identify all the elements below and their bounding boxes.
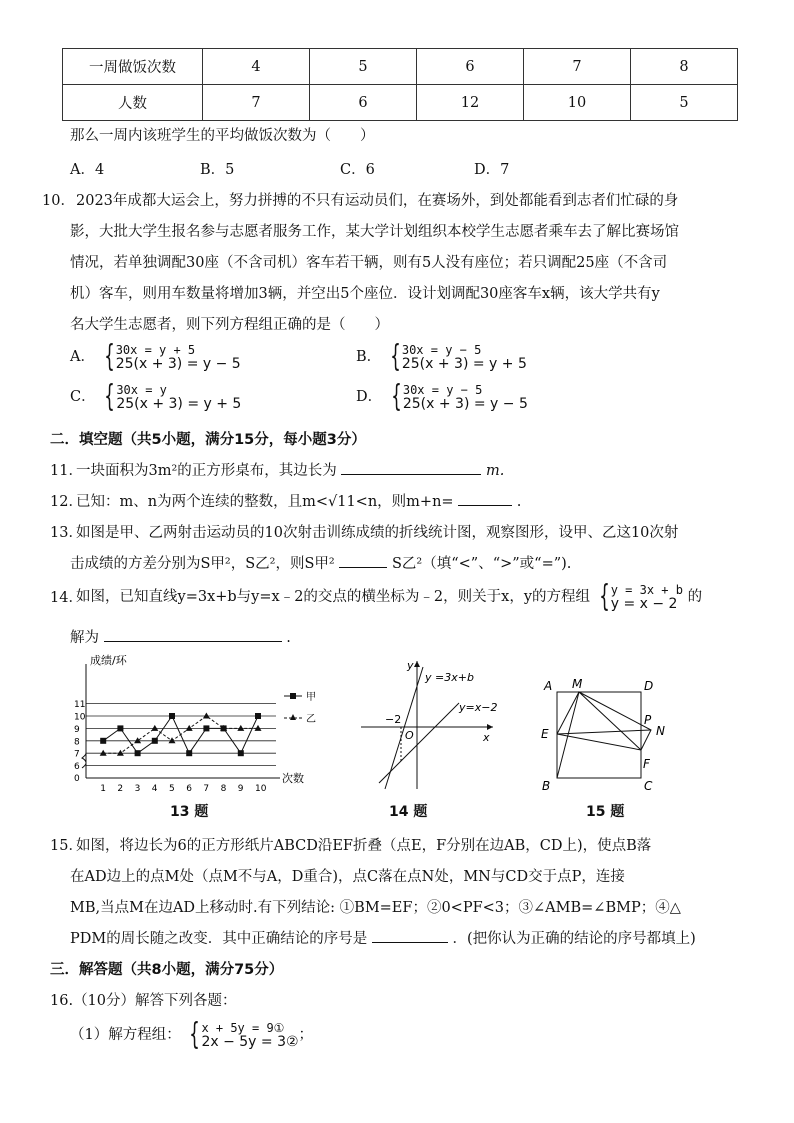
point-label: F — [643, 757, 650, 771]
data-point-jia — [152, 738, 158, 744]
equation: 30x = y − 5 — [401, 342, 482, 357]
point-label: C — [644, 779, 653, 793]
question-number: 16. — [50, 993, 74, 1009]
data-point-yi — [169, 737, 176, 743]
q10-line: 机）客车，则用车数量将增加3辆，并空出5个座位．设计划调配30座客车x辆，该大学共有y — [70, 286, 660, 302]
q10-line: 名大学生志愿者，则下列方程组正确的是（ ） — [70, 317, 389, 333]
data-point-yi — [117, 750, 124, 756]
equation-system: { 30x = y − 5 25(x + 3) = y − 5 — [391, 379, 528, 414]
option-label: D． — [356, 389, 383, 405]
q10-option-d[interactable] — [356, 379, 528, 414]
x-axis-label: x — [483, 731, 490, 744]
x-tick-label: 1 — [100, 784, 106, 794]
x-axis-label: 次数 — [282, 772, 304, 785]
figure-15-square — [535, 672, 685, 798]
q9-stem: 那么一周内该班学生的平均做饭次数为（ ） — [70, 128, 375, 144]
data-point-yi — [186, 725, 193, 731]
equation-system: { 30x = y − 5 25(x + 3) = y + 5 — [390, 339, 527, 374]
question-text: （10分）解答下列各题： — [73, 993, 237, 1009]
q15-line: 在AD边上的点M处（点M不与A，D重合)，点C落在点N处，MN与CD交于点P，连接 — [70, 869, 625, 885]
equation: 25(x + 3) = y + 5 — [116, 395, 242, 412]
q12-number: 12． — [50, 494, 83, 510]
series-lines — [100, 713, 262, 757]
tick-label: −2 — [385, 713, 402, 726]
q10-line: 2023年成都大运会上，努力拼搏的不只有运动员们，在赛场外，到处都能看到志者们忙碌的身 — [76, 193, 679, 209]
figure-13-line-chart — [62, 652, 324, 800]
q15-line: MB,当点M在边AD上移动时.有下列结论: ①BM=EF；②0<PF<3；③∠AMB=∠BMP；④△ — [70, 900, 681, 916]
point-label: E — [541, 727, 549, 741]
q10-option-c[interactable] — [70, 379, 242, 414]
equation: 30x = y — [116, 382, 167, 397]
axis-break-icon — [82, 753, 86, 768]
square-marker-icon — [290, 693, 296, 699]
section-heading-fill-in: 二．填空题（共5小题，满分15分，每小题3分） — [50, 432, 366, 448]
q13-line: 如图是甲、乙两射击运动员的10次射击训练成绩的折线统计图，观察图形，设甲、乙这10次射 — [76, 525, 679, 541]
triangle-marker-icon — [290, 714, 296, 720]
arrow-up-icon — [414, 661, 420, 667]
table-row — [63, 49, 738, 85]
point-label: P — [644, 713, 652, 727]
question-text: ．(把你认为正确的结论的序号都填上) — [452, 931, 696, 947]
q14-line — [70, 626, 291, 647]
data-point-yi — [237, 725, 244, 731]
q9-option-d[interactable]: D．7 — [474, 162, 510, 178]
table-cell: 8 — [631, 49, 738, 85]
equation: x + 5y = 9① — [201, 1020, 285, 1035]
frequency-table — [62, 48, 738, 121]
legend-label-jia: 甲 — [306, 692, 316, 703]
equation: 25(x + 3) = y + 5 — [401, 355, 527, 372]
data-point-jia — [117, 725, 123, 731]
q11-number: 11． — [50, 463, 83, 479]
data-point-yi — [151, 725, 158, 731]
question-text: 如图，已知直线y=3x+b与y=x﹣2的交点的横坐标为﹣2，则关于x，y的方程组 — [76, 589, 591, 605]
equation: y = x − 2 — [610, 595, 678, 612]
section-heading-answer: 三．解答题（共8小题，满分75分） — [50, 962, 284, 978]
x-tick-label: 6 — [186, 784, 192, 794]
origin-label: O — [405, 729, 414, 742]
y-tick-label: 10 — [74, 712, 86, 723]
option-label: A． — [70, 349, 95, 365]
equation: 2x − 5y = 3② — [201, 1033, 299, 1050]
q13-line — [70, 552, 571, 573]
q9-option-a[interactable]: A．4 — [70, 162, 105, 178]
option-label: B． — [356, 349, 382, 365]
table-cell: 一周做饭次数 — [63, 49, 203, 85]
x-tick-label: 9 — [237, 784, 244, 794]
data-point-jia — [135, 750, 141, 756]
table-cell: 人数 — [63, 85, 203, 121]
segment-ef — [557, 734, 641, 750]
answer-blank[interactable] — [372, 928, 448, 943]
equation: 25(x + 3) = y − 5 — [402, 395, 528, 412]
question-text: 解为 — [70, 630, 99, 646]
legend-label-yi: 乙 — [306, 714, 316, 725]
y-axis-label: 成绩/环 — [90, 654, 127, 667]
table-row — [63, 85, 738, 121]
equation: 30x = y + 5 — [115, 342, 196, 357]
arrow-right-icon — [487, 724, 493, 730]
question-text: 击成绩的方差分别为S甲²，S乙²，则S甲² — [70, 556, 335, 572]
table-cell: 7 — [524, 49, 631, 85]
x-ticks — [100, 784, 267, 794]
table-cell: 4 — [203, 49, 310, 85]
equation-system: { x + 5y = 9① 2x − 5y = 3② — [189, 1017, 299, 1052]
table-cell: 5 — [310, 49, 417, 85]
data-point-jia — [100, 738, 106, 744]
series-line-yi — [103, 716, 258, 753]
q10-number: 10． — [42, 193, 75, 209]
x-tick-label: 8 — [220, 784, 227, 794]
punctuation: . — [516, 494, 522, 510]
x-tick-label: 7 — [203, 784, 210, 794]
x-tick-label: 5 — [169, 784, 175, 794]
q10-line: 影，大批大学生报名参与志愿者服务工作，某大学计划组织本校学生志愿者乘车去了解比赛场馆 — [70, 224, 679, 240]
figure-15-caption: 15 题 — [586, 804, 625, 820]
q10-line: 情况，若单独调配30座（不含司机）客车若干辆，则有5人没有座位；若只调配25座（不含司 — [70, 255, 668, 271]
table-cell: 7 — [203, 85, 310, 121]
point-label: M — [572, 677, 583, 691]
punctuation: . — [286, 630, 291, 646]
x-tick-label: 4 — [151, 784, 158, 794]
equation: y = 3x + b — [610, 582, 683, 597]
question-text: 已知：m、n为两个连续的整数，且m<√11<n，则m+n= — [76, 494, 454, 510]
point-label: A — [544, 679, 553, 693]
segment-en — [557, 730, 651, 734]
legend — [284, 691, 316, 725]
q11-text — [76, 459, 504, 480]
q15-number: 15． — [50, 838, 83, 854]
data-point-jia — [169, 713, 175, 719]
question-text: 一块面积为3m²的正方形桌布，其边长为 — [76, 463, 337, 479]
figure-14-caption: 14 题 — [389, 804, 428, 820]
answer-blank[interactable] — [458, 491, 512, 506]
q9-option-c[interactable]: C．6 — [340, 162, 375, 178]
figure-14-graph — [355, 655, 505, 793]
data-point-jia — [238, 750, 244, 756]
y-tick-label: 8 — [74, 737, 80, 748]
question-text: PDM的周长随之改变．其中正确结论的序号是 — [70, 931, 368, 947]
q16-sub1 — [70, 1017, 314, 1052]
answer-blank[interactable] — [339, 553, 387, 568]
equation-system: { 30x = y 25(x + 3) = y + 5 — [104, 379, 242, 414]
equation: 30x = y − 5 — [402, 382, 483, 397]
point-label: B — [542, 779, 551, 793]
square-abcd — [557, 692, 641, 778]
y-tick-label: 9 — [74, 724, 80, 735]
q15-line: 如图，将边长为6的正方形纸片ABCD沿EF折叠（点E，F分别在边AB，CD上)，使点B落 — [76, 838, 652, 854]
equation: 25(x + 3) = y − 5 — [115, 355, 241, 372]
y-tick-label: 11 — [74, 700, 86, 711]
x-tick-label: 10 — [255, 784, 267, 794]
x-tick-label: 3 — [134, 784, 141, 794]
y-tick-label: 7 — [74, 749, 80, 760]
y-tick-label: 0 — [74, 774, 80, 784]
q16-line — [50, 989, 237, 1010]
y-ticks — [74, 700, 86, 784]
point-label: N — [656, 724, 665, 738]
line-label: y=x−2 — [459, 701, 498, 714]
point-label: D — [644, 679, 654, 693]
q10-option-b[interactable] — [356, 339, 527, 374]
data-point-jia — [203, 725, 209, 731]
question-text: （1）解方程组： — [70, 1027, 181, 1043]
table-cell: 6 — [417, 49, 524, 85]
q14-line — [76, 579, 703, 614]
table-cell: 5 — [631, 85, 738, 121]
q15-line — [70, 927, 696, 948]
question-text: S乙²（填“<”、“>”或“=”). — [391, 556, 572, 572]
equation-system: { 30x = y + 5 25(x + 3) = y − 5 — [103, 339, 241, 374]
table-cell: 6 — [310, 85, 417, 121]
q13-number: 13． — [50, 525, 83, 541]
line-label: y =3x+b — [425, 671, 474, 684]
q14-number: 14． — [50, 590, 83, 606]
q9-option-b[interactable]: B．5 — [200, 162, 235, 178]
option-label: C． — [70, 389, 96, 405]
punctuation: ； — [298, 1027, 314, 1043]
q12-text — [76, 490, 521, 511]
unit-label: m. — [486, 463, 505, 479]
y-axis-label: y — [407, 659, 414, 672]
figure-13-caption: 13 题 — [170, 804, 209, 820]
answer-blank[interactable] — [341, 460, 481, 475]
data-point-jia — [186, 750, 192, 756]
table-cell: 10 — [524, 85, 631, 121]
data-point-yi — [203, 713, 210, 719]
table-cell: 12 — [417, 85, 524, 121]
data-point-yi — [134, 737, 141, 743]
question-text: 的 — [687, 589, 703, 605]
equation-system: { y = 3x + b y = x − 2 — [598, 579, 683, 614]
x-tick-label: 2 — [117, 784, 124, 794]
data-point-jia — [255, 713, 261, 719]
answer-blank[interactable] — [104, 627, 282, 642]
q10-option-a[interactable] — [70, 339, 241, 374]
y-tick-label: 6 — [74, 762, 80, 773]
